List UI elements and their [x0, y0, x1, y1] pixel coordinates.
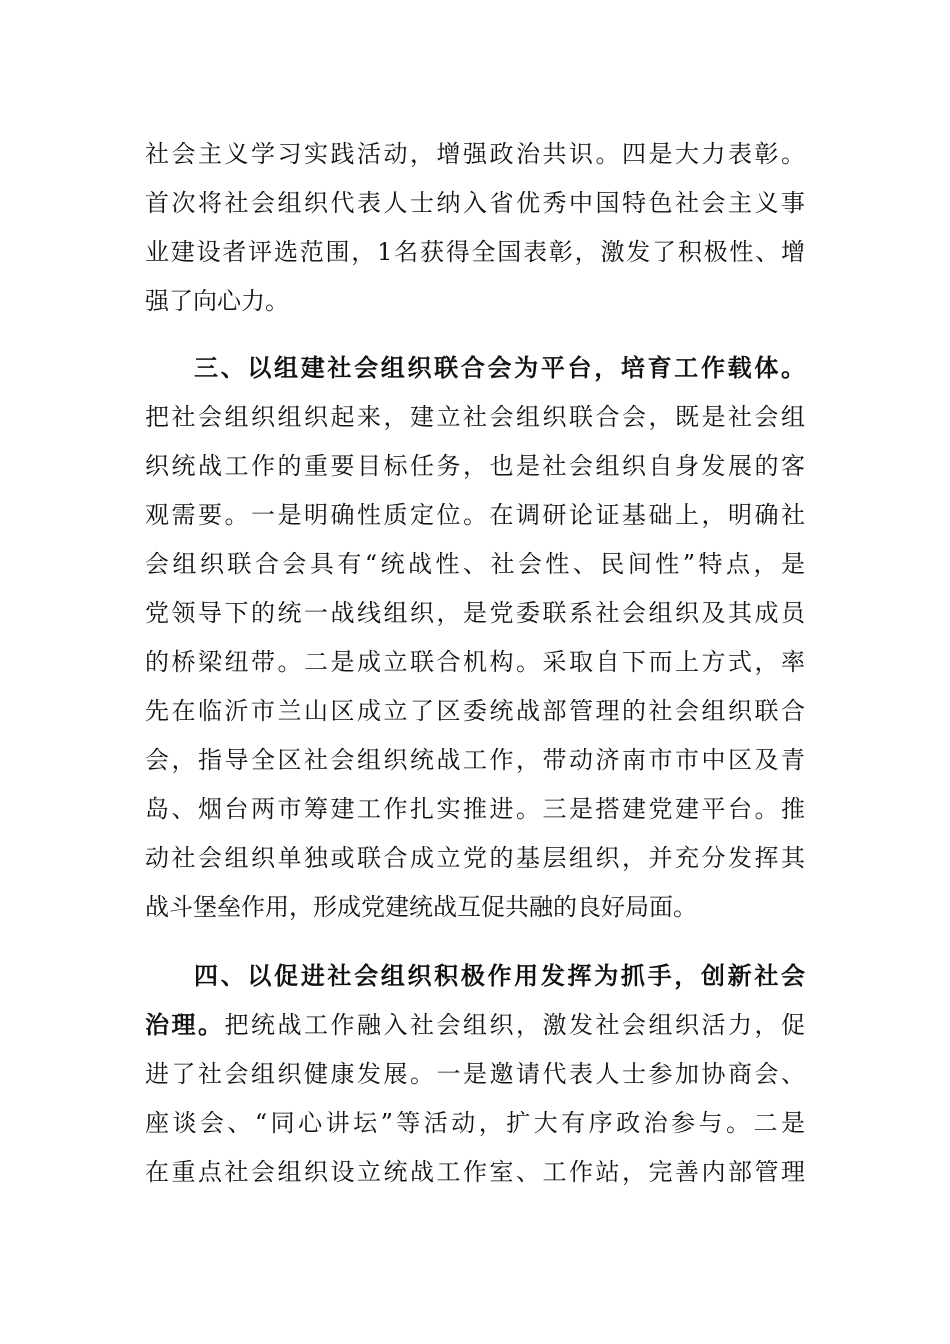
body-line: 社会主义学习实践活动，增强政治共识。四是大力表彰。	[145, 140, 805, 168]
section-heading-3: 三、以组建社会组织联合会为平台，培育工作载体。	[194, 354, 805, 382]
section-heading-4: 四、以促进社会组织积极作用发挥为抓手，创新社会	[194, 962, 805, 990]
body-line: 座谈会、“同心讲坛”等活动，扩大有序政治参与。二是	[145, 1109, 805, 1137]
body-text: 把统战工作融入社会组织，激发社会组织活力，促	[224, 1011, 805, 1039]
body-line: 党领导下的统一战线组织，是党委联系社会组织及其成员	[145, 599, 805, 627]
section-heading-4-tail: 治理。	[145, 1011, 225, 1039]
body-line: 首次将社会组织代表人士纳入省优秀中国特色社会主义事	[145, 189, 805, 217]
body-line: 先在临沂市兰山区成立了区委统战部管理的社会组织联合	[145, 697, 805, 725]
body-line	[145, 999, 805, 1051]
body-line: 强了向心力。	[145, 287, 289, 315]
body-line: 在重点社会组织设立统战工作室、工作站，完善内部管理	[145, 1158, 805, 1186]
body-line: 把社会组织组织起来，建立社会组织联合会，既是社会组	[145, 403, 805, 431]
body-line: 织统战工作的重要目标任务，也是社会组织自身发展的客	[145, 452, 805, 480]
body-line: 进了社会组织健康发展。一是邀请代表人士参加协商会、	[145, 1060, 805, 1088]
body-line: 动社会组织单独或联合成立党的基层组织，并充分发挥其	[145, 844, 805, 872]
body-line: 的桥梁纽带。二是成立联合机构。采取自下而上方式，率	[145, 648, 805, 676]
body-line: 业建设者评选范围，1名获得全国表彰，激发了积极性、增	[145, 238, 805, 266]
body-line: 战斗堡垒作用，形成党建统战互促共融的良好局面。	[145, 893, 697, 921]
body-line: 会组织联合会具有“统战性、社会性、民间性”特点，是	[145, 550, 805, 578]
body-line: 岛、烟台两市筹建工作扎实推进。三是搭建党建平台。推	[145, 795, 805, 823]
body-line: 会，指导全区社会组织统战工作，带动济南市市中区及青	[145, 746, 805, 774]
body-line: 观需要。一是明确性质定位。在调研论证基础上，明确社	[145, 501, 805, 529]
